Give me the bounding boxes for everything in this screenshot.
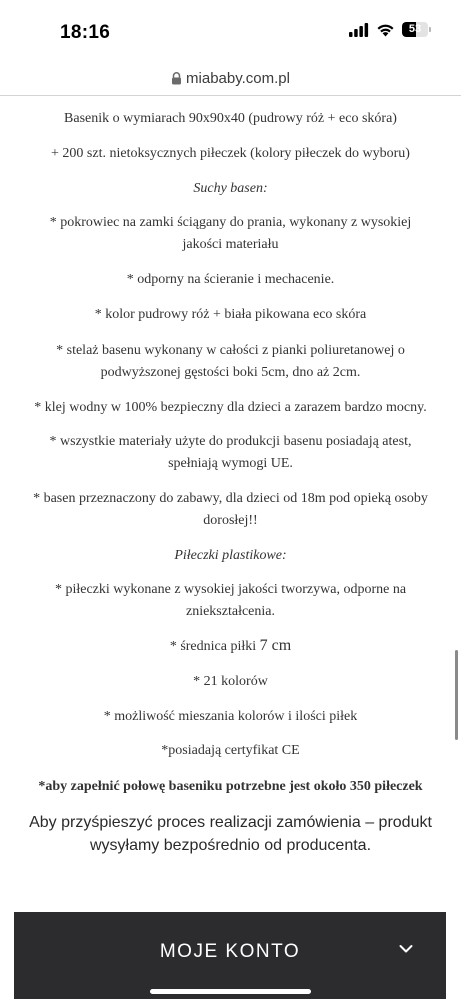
description-line: * odporny na ścieranie i mechacenie. xyxy=(126,272,335,287)
description-line: * możliwość mieszania kolorów i ilości piłek xyxy=(103,709,358,724)
battery-percent: 53 xyxy=(408,23,422,35)
description-line: *posiadają certyfikat CE xyxy=(161,743,300,758)
description-line: spełniają wymogi UE. xyxy=(168,456,293,471)
url-text: miababy.com.pl xyxy=(186,69,290,87)
description-line: dorosłej!! xyxy=(203,513,258,528)
section-heading: Suchy basen: xyxy=(193,181,268,196)
description-line: Basenik o wymiarach 90x90x40 (pudrowy róż + eco skóra) xyxy=(64,111,397,126)
description-line: * pokrowiec na zamki ściągany do prania, wykonany z wysokiej xyxy=(49,215,412,230)
shipping-note: Aby przyśpieszyć proces realizacji zamówienia – produkt xyxy=(29,814,432,831)
my-account-label: MOJE KONTO xyxy=(159,941,301,962)
divider xyxy=(0,95,461,96)
battery-icon xyxy=(402,22,431,37)
shipping-note: wysyłamy bezpośrednio od producenta. xyxy=(89,837,372,854)
home-indicator xyxy=(150,989,311,994)
status-icons xyxy=(349,22,431,37)
description-line: * klej wodny w 100% bezpieczny dla dzieci a zarazem bardzo mocny. xyxy=(34,400,427,415)
diameter-label: * średnica piłki xyxy=(169,639,257,654)
description-line: * 21 kolorów xyxy=(193,674,268,689)
description-line: + 200 szt. nietoksycznych piłeczek (kolory piłeczek do wyboru) xyxy=(51,146,410,161)
description-line: * stelaż basenu wykonany w całości z pianki poliuretanowej o xyxy=(56,343,405,358)
scrollbar[interactable] xyxy=(455,650,458,740)
description-line: jakości materiału xyxy=(182,237,279,252)
description-line xyxy=(16,633,445,659)
diameter-value: 7 cm xyxy=(259,637,292,654)
chevron-down-icon[interactable] xyxy=(399,944,413,954)
description-line: * kolor pudrowy róż + biała pikowana eco skóra xyxy=(94,307,367,322)
description-line: podwyższonej gęstości boki 5cm, dno aż 2cm. xyxy=(100,365,361,380)
description-line: * basen przeznaczony do zabawy, dla dzieci od 18m pod opieką osoby xyxy=(33,491,428,506)
wifi-icon xyxy=(376,23,395,37)
my-account-bar[interactable] xyxy=(14,912,446,999)
status-time: 18:16 xyxy=(60,22,111,43)
section-heading: Piłeczki plastikowe: xyxy=(174,548,287,563)
description-line: zniekształcenia. xyxy=(185,604,275,619)
status-bar xyxy=(0,0,461,62)
description-line: * wszystkie materiały użyte do produkcji basenu posiadają atest, xyxy=(49,434,412,449)
note-bold: *aby zapełnić połowę baseniku potrzebne jest około 350 piłeczek xyxy=(38,779,423,794)
signal-icon xyxy=(349,23,369,37)
description-line: * piłeczki wykonane z wysokiej jakości tworzywa, odporne na xyxy=(54,582,407,597)
address-bar[interactable] xyxy=(0,66,461,90)
lock-icon xyxy=(171,72,182,85)
